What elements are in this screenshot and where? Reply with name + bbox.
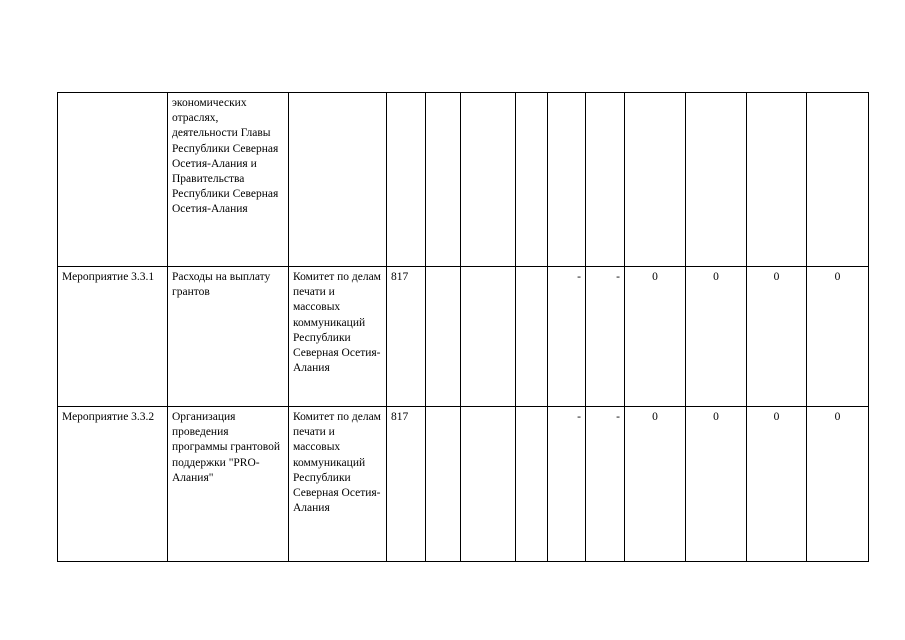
table-cell-amount: 0 <box>686 267 747 407</box>
budget-table <box>57 92 869 562</box>
table-cell-amount: 0 <box>807 407 869 562</box>
table-cell-code: 817 <box>387 407 426 562</box>
table-cell-amount <box>625 93 686 267</box>
table-cell-executor: Комитет по делам печати и массовых коммуникаций Республики Северная Осетия-Алания <box>289 267 387 407</box>
table-row <box>58 407 869 562</box>
table-cell <box>426 407 461 562</box>
table-cell-code <box>387 93 426 267</box>
table-cell-amount: 0 <box>686 407 747 562</box>
table-row <box>58 93 869 267</box>
table-cell-description: Расходы на выплату грантов <box>168 267 289 407</box>
table-cell <box>461 93 516 267</box>
table-cell-name: Мероприятие 3.3.2 <box>58 407 168 562</box>
table-cell-name <box>58 93 168 267</box>
table-cell-amount <box>686 93 747 267</box>
table-cell <box>516 267 548 407</box>
table-cell: - <box>586 407 625 562</box>
table-cell: - <box>548 267 586 407</box>
table-row <box>58 267 869 407</box>
table-cell-amount: 0 <box>625 267 686 407</box>
table-cell-description: экономических отраслях, деятельности Главы Республики Северная Осетия-Алания и Правительства Республики Северная Осетия-Алания <box>168 93 289 267</box>
table-cell <box>516 407 548 562</box>
table-cell <box>461 267 516 407</box>
table-cell-amount <box>747 93 807 267</box>
table-cell: - <box>548 407 586 562</box>
table-cell-amount: 0 <box>747 267 807 407</box>
table-cell <box>548 93 586 267</box>
table-cell <box>516 93 548 267</box>
table-cell-code: 817 <box>387 267 426 407</box>
table-cell-executor: Комитет по делам печати и массовых коммуникаций Республики Северная Осетия-Алания <box>289 407 387 562</box>
table-cell-description: Организация проведения программы грантовой поддержки "PRO-Алания" <box>168 407 289 562</box>
table-cell: - <box>586 267 625 407</box>
table-cell <box>426 267 461 407</box>
table-cell-amount: 0 <box>747 407 807 562</box>
table-cell-name: Мероприятие 3.3.1 <box>58 267 168 407</box>
table-cell <box>461 407 516 562</box>
table-cell-amount <box>807 93 869 267</box>
table-cell <box>586 93 625 267</box>
table-cell-amount: 0 <box>807 267 869 407</box>
table-cell-amount: 0 <box>625 407 686 562</box>
table-cell <box>426 93 461 267</box>
table-cell-executor <box>289 93 387 267</box>
